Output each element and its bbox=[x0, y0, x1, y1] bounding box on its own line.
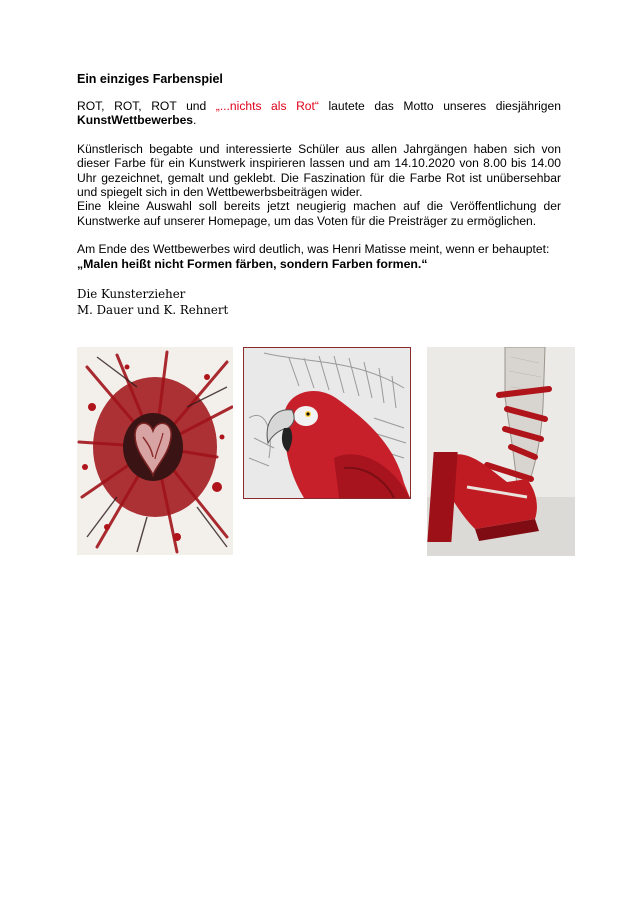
red-shoe-drawing-image bbox=[427, 347, 575, 556]
matisse-intro: Am Ende des Wettbewerbes wird deutlich, was Henri Matisse meint, wenn er behauptet: bbox=[77, 242, 550, 257]
signature-block bbox=[77, 286, 561, 319]
description-paragraph: Künstlerisch begabte und interessierte Schüler aus allen Jahrgängen haben sich von dieser Farbe für ein Kunstwerk inspirieren lassen und am 14.10.2020 von 8.00 bis 14.00 Uhr gezeichnet, gemalt und geklebt. Die Faszination für die Farbe Rot ist unübersehbar und spiegelt sich in den Wettbewerbsbeiträgen wider. bbox=[77, 141, 561, 200]
matisse-quote: „Malen heißt nicht Formen färben, sondern Farben formen.“ bbox=[77, 256, 428, 271]
parrot-painting-image bbox=[244, 348, 410, 498]
intro-middle: lautete das Motto unseres diesjährigen bbox=[318, 99, 561, 113]
intro-end: . bbox=[193, 113, 197, 128]
document-heading: Ein einziges Farbenspiel bbox=[77, 72, 223, 86]
preview-paragraph: Eine kleine Auswahl soll bereits jetzt neugierig machen auf die Veröffentlichung der Kunstwerke auf unserer Homepage, um das Voten für die Preisträger zu ermöglichen. bbox=[77, 199, 561, 228]
signature-line-1: Die Kunsterzieher bbox=[77, 286, 186, 301]
intro-lead: ROT, ROT, ROT und bbox=[77, 99, 216, 113]
signature-line-2: M. Dauer und K. Rehnert bbox=[77, 303, 229, 318]
contest-name: KunstWettbewerbes bbox=[77, 113, 194, 128]
motto-text: „...nichts als Rot“ bbox=[215, 99, 319, 113]
heart-painting-image bbox=[77, 347, 233, 555]
intro-paragraph bbox=[77, 99, 561, 128]
red-shoe-drawing bbox=[427, 347, 575, 556]
heart-painting bbox=[77, 347, 233, 555]
parrot-painting bbox=[243, 347, 411, 499]
document-body bbox=[77, 72, 561, 319]
